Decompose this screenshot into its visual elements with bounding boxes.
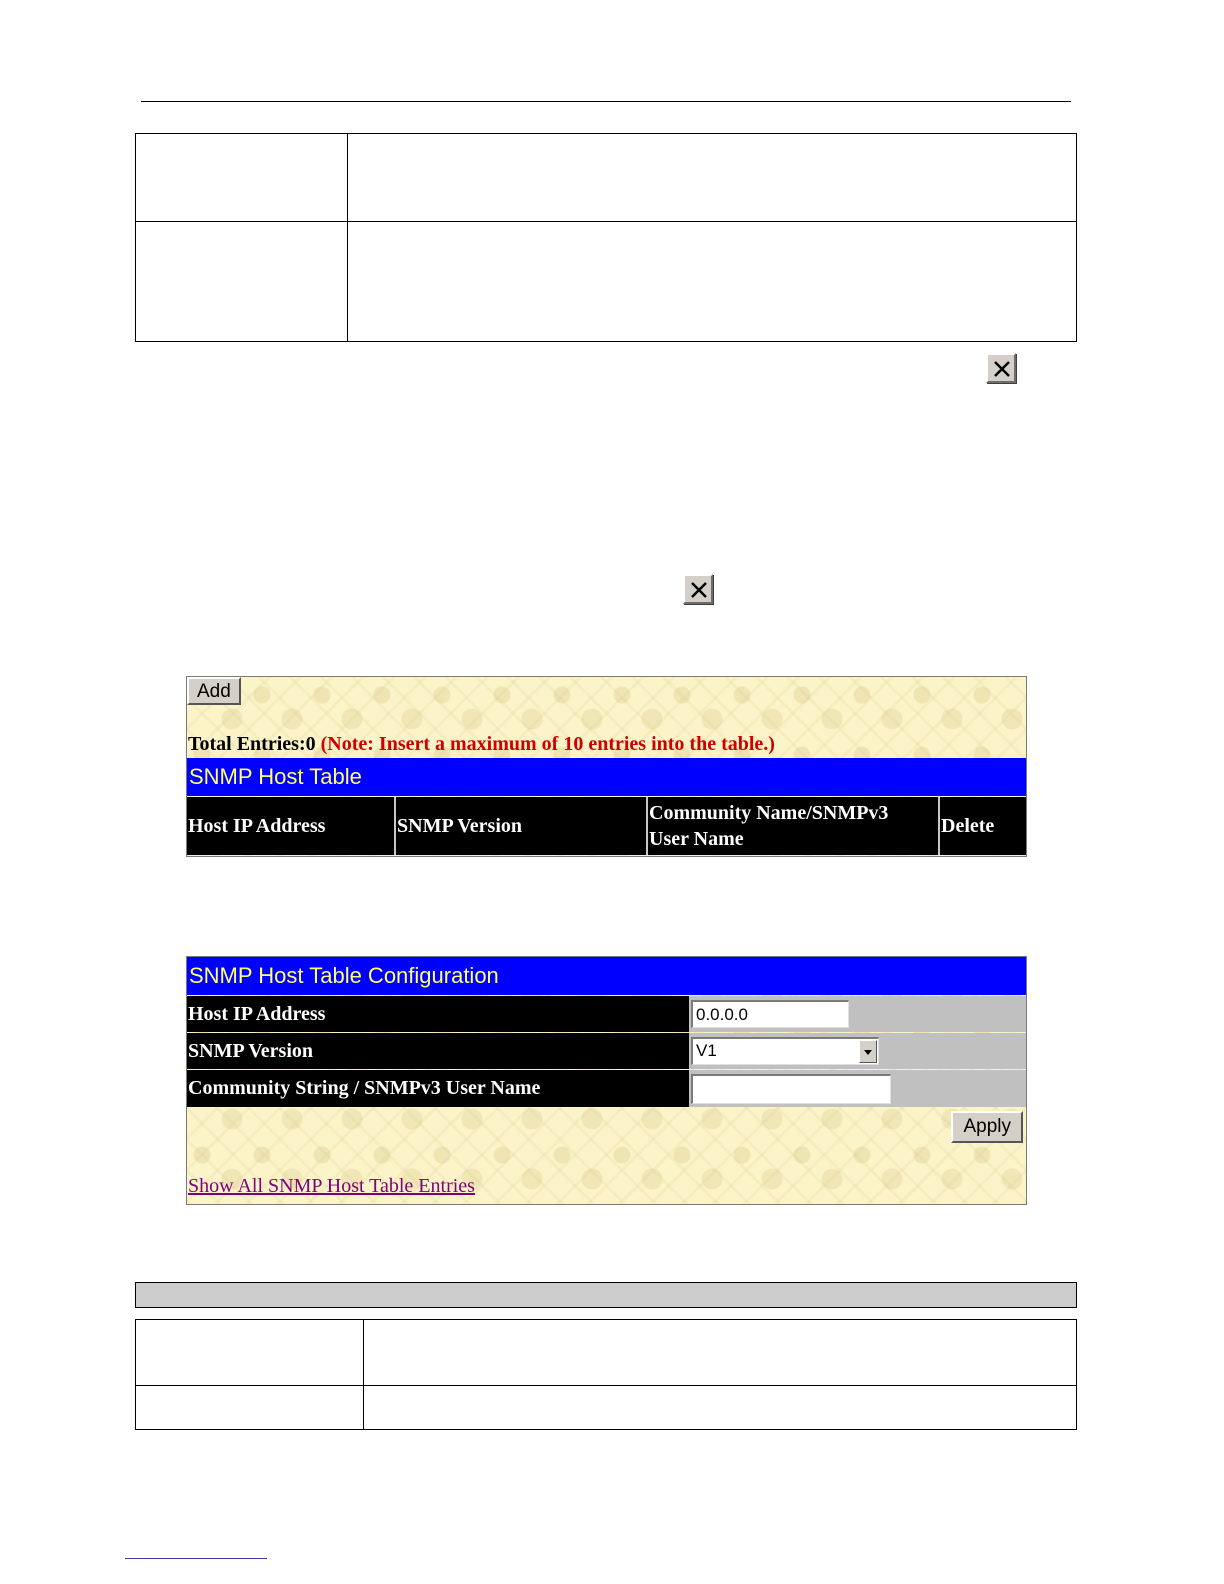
parameter-table-bottom <box>135 1319 1077 1430</box>
table-cell <box>364 1320 1077 1386</box>
snmp-version-selected: V1 <box>696 1041 717 1060</box>
community-string-label: Community String / SNMPv3 User Name <box>187 1070 689 1107</box>
total-entries <box>188 733 775 756</box>
table-cell <box>136 134 348 222</box>
snmp-version-label: SNMP Version <box>187 1033 689 1069</box>
table-cell <box>348 222 1077 342</box>
community-string-cell <box>689 1070 1026 1107</box>
table-cell <box>136 1386 364 1430</box>
column-header-delete: Delete <box>940 797 1026 855</box>
column-header-community-name: Community Name/SNMPv3 User Name <box>648 797 938 855</box>
add-button[interactable]: Add <box>187 677 241 705</box>
parameter-table-top <box>135 133 1077 342</box>
snmp-host-config-panel <box>186 956 1027 1205</box>
entries-note: (Note: Insert a maximum of 10 entries into the table.) <box>320 733 775 755</box>
table-cell <box>136 222 348 342</box>
table-cell <box>364 1386 1077 1430</box>
snmp-version-cell <box>689 1033 1026 1069</box>
snmp-version-select[interactable] <box>691 1037 879 1065</box>
delete-x-button[interactable] <box>683 574 713 604</box>
dropdown-arrow-button[interactable] <box>859 1040 877 1063</box>
table-cell <box>136 1320 364 1386</box>
show-all-entries-link[interactable]: Show All SNMP Host Table Entries <box>188 1175 475 1197</box>
community-string-input[interactable] <box>691 1074 891 1104</box>
chevron-down-icon <box>860 1041 876 1063</box>
parameter-table-header-bar <box>135 1282 1077 1308</box>
snmp-host-table-panel <box>186 676 1027 857</box>
host-ip-cell <box>689 996 1026 1032</box>
column-header-snmp-version: SNMP Version <box>396 797 646 855</box>
host-table-title: SNMP Host Table <box>187 758 1026 796</box>
footer-rule <box>125 1558 267 1559</box>
host-ip-label: Host IP Address <box>187 996 689 1032</box>
close-x-icon <box>688 579 710 601</box>
config-title: SNMP Host Table Configuration <box>187 957 1026 995</box>
close-x-icon <box>991 358 1013 380</box>
header-rule <box>141 101 1071 102</box>
column-header-host-ip: Host IP Address <box>187 797 394 855</box>
table-cell <box>348 134 1077 222</box>
apply-button[interactable]: Apply <box>951 1111 1023 1143</box>
host-ip-input[interactable] <box>691 1000 849 1028</box>
total-entries-label: Total Entries:0 <box>188 733 316 755</box>
delete-x-button[interactable] <box>986 353 1016 383</box>
